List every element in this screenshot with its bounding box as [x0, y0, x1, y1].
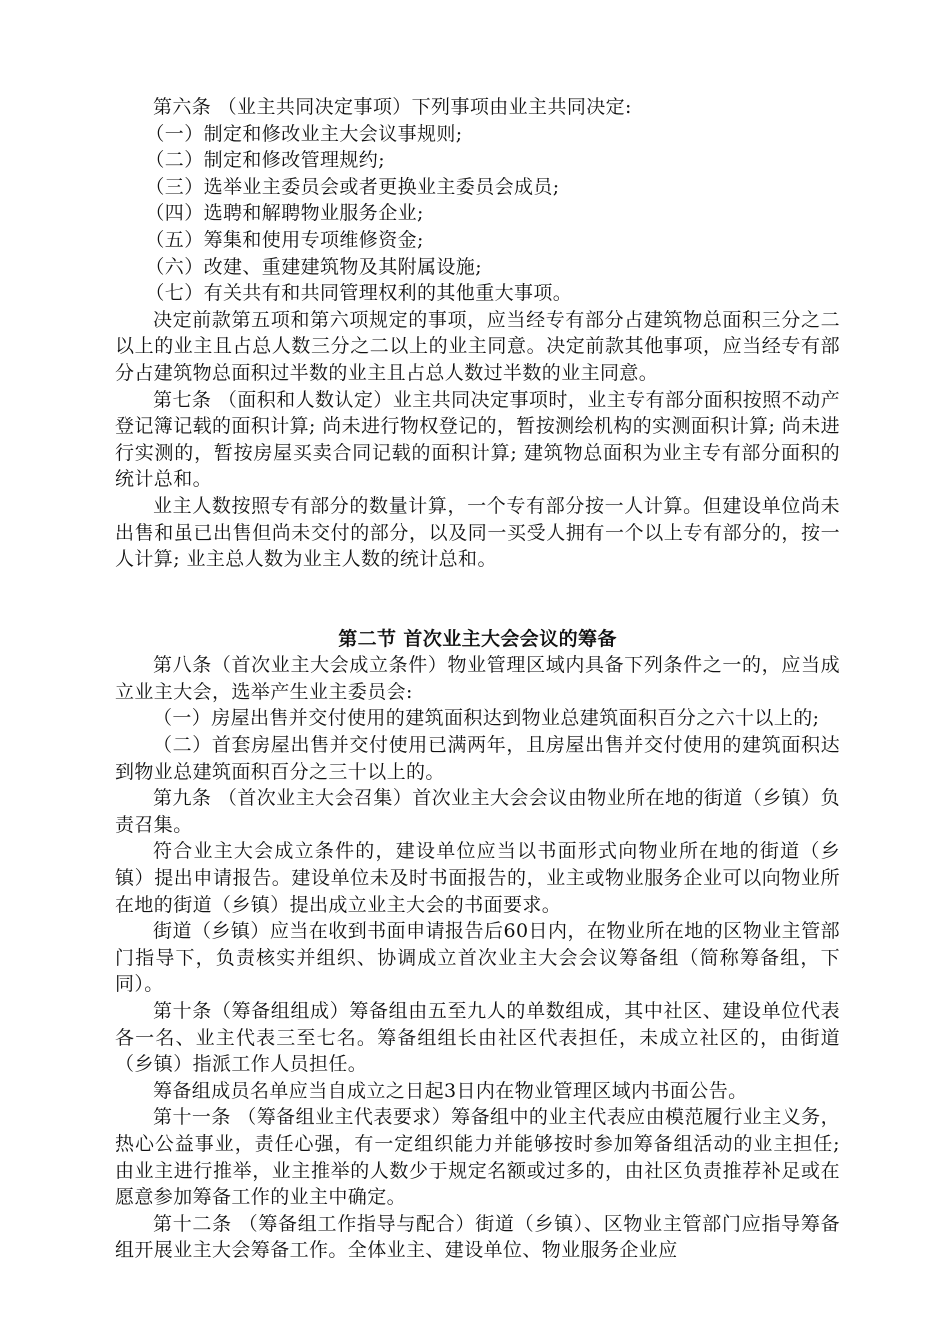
article-11-paragraph-1: 第十一条 （筹备组业主代表要求）筹备组中的业主代表应由模范履行业主义务，热心公益事业，责任心强，有一定组织能力并能够按时参加筹备组活动的业主担任; 由业主进行推举，业主推举的人数少于规定名额或过多的，由社区负责推荐补足或在愿意参加筹备工作的业主中确定。 [115, 1106, 840, 1209]
document-body [115, 94, 840, 1264]
article-10-paragraph-2: 筹备组成员名单应当自成立之日起3日内在物业管理区域内书面公告。 [153, 1079, 748, 1102]
article-8-paragraph-2: （一）房屋出售并交付使用的建筑面积达到物业总建筑面积百分之六十以上的; [153, 707, 820, 730]
article-6-item-7: （七）有关共有和共同管理权利的其他重大事项。 [145, 282, 573, 305]
article-6-rule: 决定前款第五项和第六项规定的事项，应当经专有部分占建筑物总面积三分之二以上的业主且占总人数三分之二以上的业主同意。决定前款其他事项，应当经专有部分占建筑物总面积过半数的业主且占总人数过半数的业主同意。 [115, 308, 840, 384]
section-spacer [115, 573, 840, 626]
article-7-paragraph-1: 第七条 （面积和人数认定）业主共同决定事项时，业主专有部分面积按照不动产登记簿记载的面积计算; 尚未进行物权登记的，暂按测绘机构的实测面积计算; 尚未进行实测的，暂按房屋买卖合同记载的面积计算; 建筑物总面积为业主专有部分面积的统计总和。 [115, 388, 840, 491]
article-6-item-6: （六）改建、重建建筑物及其附属设施; [145, 255, 482, 278]
article-12-paragraph-1: 第十二条 （筹备组工作指导与配合）街道（乡镇）、区物业主管部门应指导筹备组开展业主大会筹备工作。全体业主、建设单位、物业服务企业应 [115, 1212, 840, 1262]
article-6-item-4: （四）选聘和解聘物业服务企业; [145, 202, 424, 225]
article-8-paragraph-3: （二）首套房屋出售并交付使用已满两年，且房屋出售并交付使用的建筑面积达到物业总建筑面积百分之三十以上的。 [115, 734, 840, 783]
article-6-item-5: （五）筹集和使用专项维修资金; [145, 228, 424, 251]
article-9-paragraph-2: 符合业主大会成立条件的，建设单位应当以书面形式向物业所在地的街道（乡镇）提出申请报告。建设单位未及时书面报告的，业主或物业服务企业可以向物业所在地的街道（乡镇）提出成立业主大会的书面要求。 [115, 840, 840, 916]
article-7-paragraph-2: 业主人数按照专有部分的数量计算，一个专有部分按一人计算。但建设单位尚未出售和虽已出售但尚未交付的部分，以及同一买受人拥有一个以上专有部分的，按一人计算; 业主总人数为业主人数的统计总和。 [115, 494, 840, 571]
article-9-paragraph-1: 第九条 （首次业主大会召集）首次业主大会会议由物业所在地的街道（乡镇）负责召集。 [115, 787, 840, 836]
section-2-title: 第二节 首次业主大会会议的筹备 [338, 627, 617, 650]
article-10-paragraph-1: 第十条（筹备组组成）筹备组由五至九人的单数组成，其中社区、建设单位代表各一名、业主代表三至七名。筹备组组长由社区代表担任，未成立社区的，由街道（乡镇）指派工作人员担任。 [115, 1000, 840, 1076]
article-6-item-3: （三）选举业主委员会或者更换业主委员会成员; [145, 175, 560, 198]
article-8-paragraph-1: 第八条（首次业主大会成立条件）物业管理区域内具备下列条件之一的，应当成立业主大会，选举产生业主委员会: [115, 654, 840, 703]
article-9-paragraph-3: 街道（乡镇）应当在收到书面申请报告后60日内，在物业所在地的区物业主管部门指导下，负责核实并组织、协调成立首次业主大会会议筹备组（简称筹备组，下同）。 [115, 920, 840, 996]
article-6-item-2: （二）制定和修改管理规约; [145, 149, 385, 172]
article-6-intro: 第六条 （业主共同决定事项）下列事项由业主共同决定: [153, 96, 632, 118]
article-6-item-1: （一）制定和修改业主大会议事规则; [145, 122, 463, 145]
